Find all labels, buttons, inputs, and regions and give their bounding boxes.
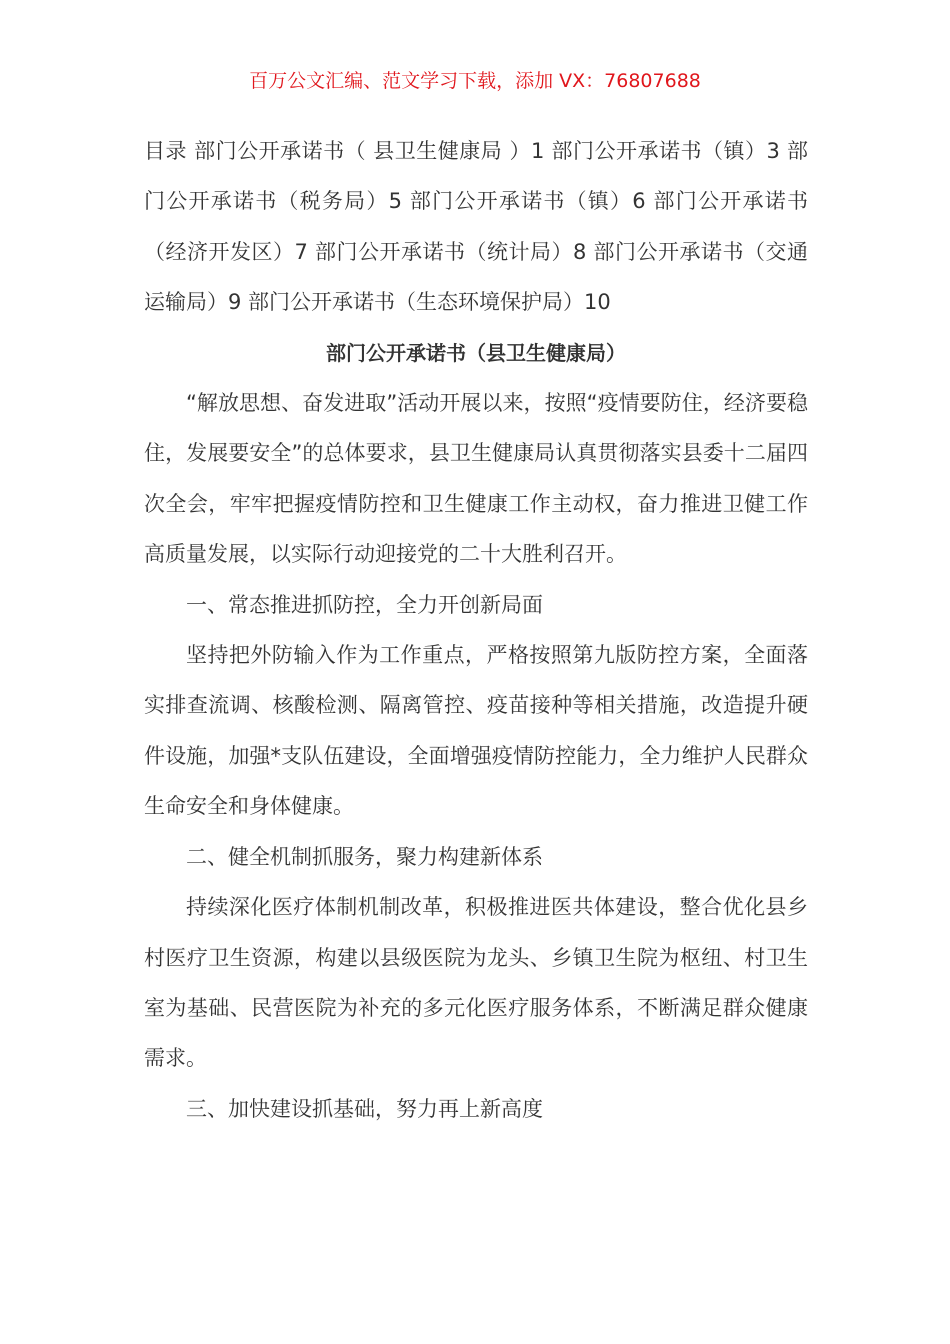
intro-paragraph: “解放思想、奋发进取”活动开展以来，按照“疫情要防住，经济要稳住，发展要安全”的总体要求，县卫生健康局认真贯彻落实县委十二届四次全会，牢牢把握疫情防控和卫生健康工作主动权，奋力推进卫健工作高质量发展，以实际行动迎接党的二十大胜利召开。 — [144, 391, 808, 567]
section-heading-1: 一、常态推进抓防控，全力开创新局面 — [186, 592, 543, 617]
section-heading-2: 二、健全机制抓服务，聚力构建新体系 — [186, 844, 543, 869]
document-body — [144, 126, 808, 1134]
section-heading-3: 三、加快建设抓基础，努力再上新高度 — [186, 1096, 543, 1121]
section-body-1: 坚持把外防输入作为工作重点，严格按照第九版防控方案，全面落实排查流调、核酸检测、隔离管控、疫苗接种等相关措施，改造提升硬件设施，加强*支队伍建设，全面增强疫情防控能力，全力维护人民群众生命安全和身体健康。 — [144, 643, 808, 819]
section-body-2: 持续深化医疗体制机制改革，积极推进医共体建设，整合优化县乡村医疗卫生资源，构建以县级医院为龙头、乡镇卫生院为枢纽、村卫生室为基础、民营医院为补充的多元化医疗服务体系，不断满足群众健康需求。 — [144, 895, 808, 1071]
promo-header: 百万公文汇编、范文学习下载，添加 VX：76807688 — [249, 70, 701, 92]
document-title: 部门公开承诺书（县卫生健康局） — [326, 340, 626, 365]
table-of-contents: 目录 部门公开承诺书（ 县卫生健康局 ）1 部门公开承诺书（镇）3 部门公开承诺书（税务局）5 部门公开承诺书（镇）6 部门公开承诺书（经济开发区）7 部门公开承诺书（统计局）8 部门公开承诺书（交通运输局）9 部门公开承诺书（生态环境保护局）10 — [144, 139, 808, 315]
